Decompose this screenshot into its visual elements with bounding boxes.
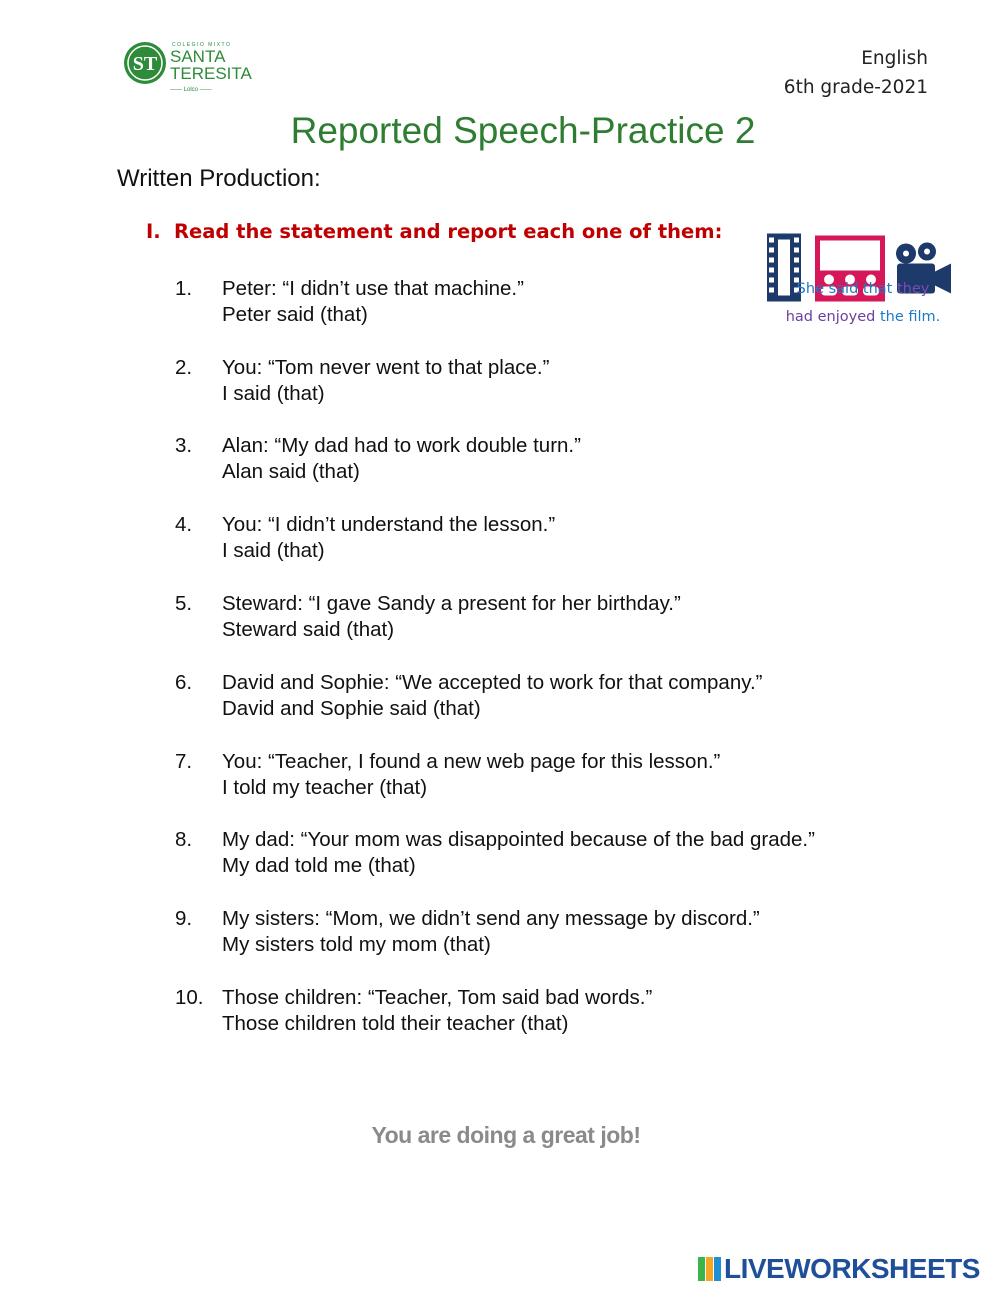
caption-part4: the film. bbox=[879, 309, 941, 325]
item-report-prompt: Those children told their teacher (that) bbox=[222, 1012, 569, 1035]
item-statement: Alan: “My dad had to work double turn.” bbox=[222, 434, 581, 457]
header-info bbox=[784, 44, 928, 102]
item-report-prompt: David and Sophie said (that) bbox=[222, 697, 481, 720]
item-statement: David and Sophie: “We accepted to work for that company.” bbox=[222, 671, 763, 694]
item-number: 5. bbox=[175, 592, 193, 615]
item-statement: My sisters: “Mom, we didn’t send any message by discord.” bbox=[222, 907, 760, 930]
illustration-caption-line2 bbox=[778, 309, 948, 325]
item-report-prompt: I said (that) bbox=[222, 382, 325, 405]
page-title: Reported Speech-Practice 2 bbox=[290, 110, 756, 151]
item-number: 10. bbox=[175, 986, 204, 1009]
school-logo bbox=[122, 38, 252, 100]
item-report-prompt: I said (that) bbox=[222, 539, 325, 562]
subheading: Written Production: bbox=[117, 165, 321, 192]
encouragement-text: You are doing a great job! bbox=[371, 1122, 641, 1148]
item-statement: Steward: “I gave Sandy a present for her birthday.” bbox=[222, 592, 681, 615]
subject-label: English bbox=[861, 48, 928, 69]
school-monogram-icon bbox=[122, 40, 168, 86]
item-report-prompt: My dad told me (that) bbox=[222, 854, 416, 877]
item-number: 6. bbox=[175, 671, 193, 694]
item-report-prompt: Steward said (that) bbox=[222, 618, 395, 641]
item-statement: You: “I didn’t understand the lesson.” bbox=[222, 513, 556, 536]
caption-part2: they bbox=[896, 281, 930, 297]
item-number: 8. bbox=[175, 828, 193, 851]
item-report-prompt: I told my teacher (that) bbox=[222, 776, 428, 799]
item-statement: You: “Tom never went to that place.” bbox=[222, 356, 550, 379]
item-number: 3. bbox=[175, 434, 193, 457]
caption-part3: had enjoyed bbox=[785, 309, 876, 325]
caption-part1: She said that bbox=[796, 281, 893, 297]
item-report-prompt: Alan said (that) bbox=[222, 460, 360, 483]
brand-name: LIVEWORKSHEETS bbox=[724, 1253, 980, 1284]
item-statement: Those children: “Teacher, Tom said bad words.” bbox=[222, 986, 653, 1009]
item-number: 4. bbox=[175, 513, 193, 536]
logo-place: —— Lolco —— bbox=[170, 87, 212, 93]
item-number: 9. bbox=[175, 907, 193, 930]
liveworksheets-logo-icon bbox=[698, 1257, 722, 1281]
illustration-caption-line1 bbox=[778, 281, 948, 297]
item-number: 7. bbox=[175, 750, 193, 773]
monogram-text: ST bbox=[132, 53, 158, 75]
logo-line2: TERESITA bbox=[170, 64, 252, 83]
grade-label: 6th grade-2021 bbox=[783, 77, 928, 98]
item-statement: My dad: “Your mom was disappointed because of the bad grade.” bbox=[222, 828, 815, 851]
logo-top-text: COLEGIO MIXTO bbox=[172, 42, 232, 48]
item-report-prompt: Peter said (that) bbox=[222, 303, 368, 326]
section-number: I. bbox=[146, 220, 161, 243]
item-number: 1. bbox=[175, 277, 193, 300]
section-instruction: Read the statement and report each one of them: bbox=[174, 220, 723, 243]
item-statement: Peter: “I didn’t use that machine.” bbox=[222, 277, 524, 300]
section-heading bbox=[146, 220, 722, 243]
item-statement: You: “Teacher, I found a new web page for this lesson.” bbox=[222, 750, 721, 773]
item-number: 2. bbox=[175, 356, 193, 379]
item-report-prompt: My sisters told my mom (that) bbox=[222, 933, 491, 956]
logo-line1: SANTA bbox=[170, 47, 226, 66]
